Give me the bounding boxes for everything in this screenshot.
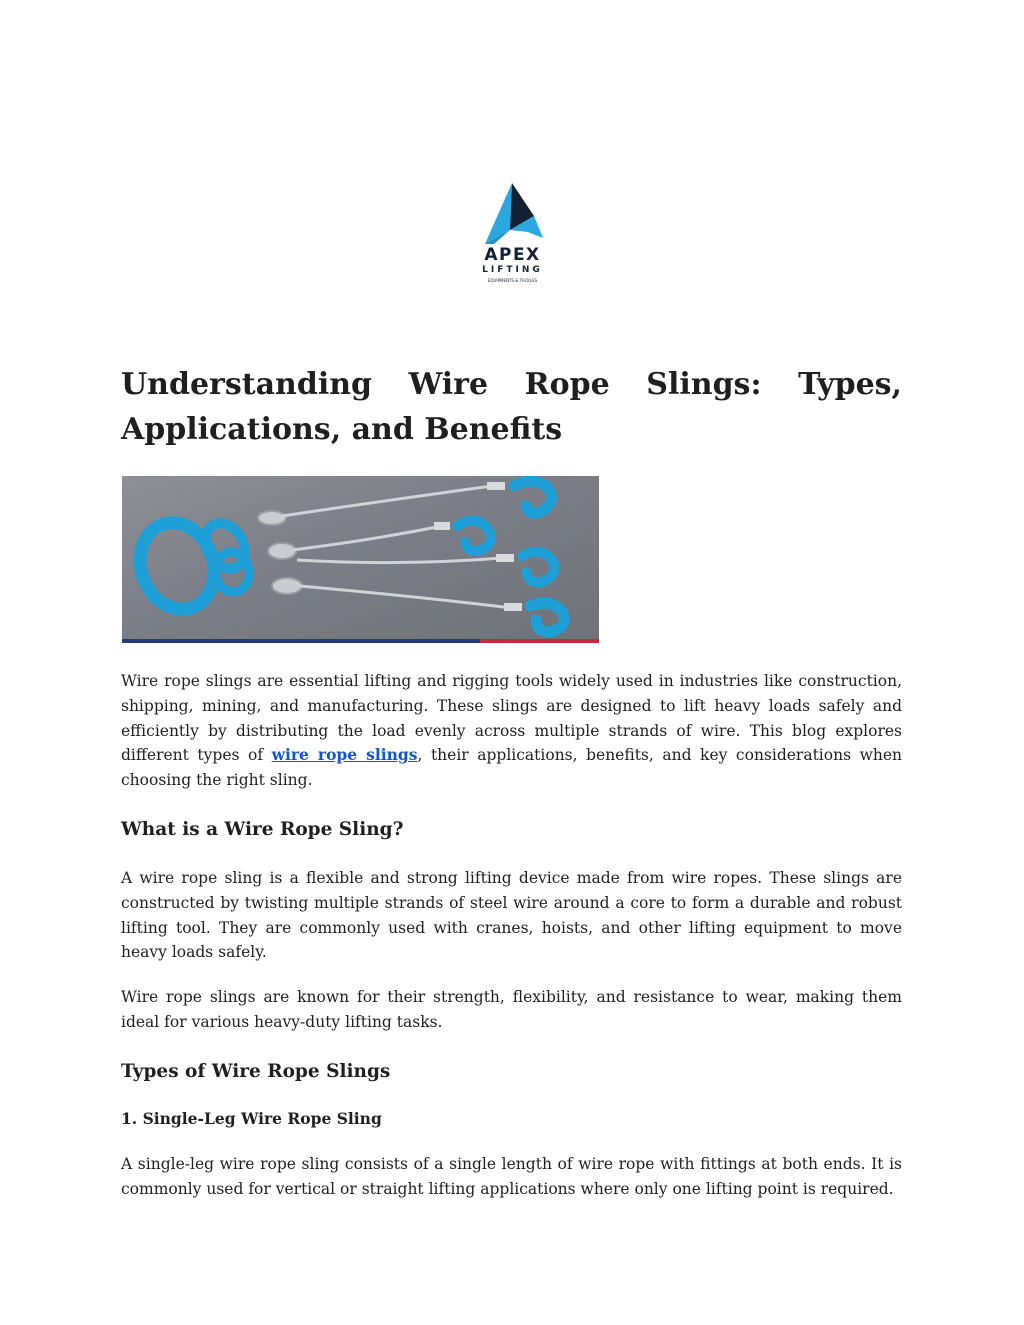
intro-text-start: Wire rope slings are essential lifting and rigging tools widely used in industries like construction, shipping, mining, and manufacturing. These slings are designed to lift heavy loads safely and efficiently by distributing the load evenly across multiple strands of wire. This blog explores different types of bbox=[121, 672, 902, 765]
section-what-is-paragraph-1: A wire rope sling is a flexible and strong lifting device made from wire ropes. These slings are constructed by twisting multiple strands of steel wire around a core to form a durable and robust lifting tool. They are commonly used with cranes, hoists, and other lifting equipment to move heavy loads safely. bbox=[121, 869, 902, 962]
intro-text-end: , their applications, benefits, and key considerations when choosing the right sling. bbox=[121, 746, 902, 790]
logo-triangle-icon bbox=[470, 180, 555, 250]
single-leg-paragraph: A single-leg wire rope sling consists of a single length of wire rope with fittings at both ends. It is commonly used for vertical or straight lifting applications where only one lifting point is required. bbox=[121, 1155, 902, 1198]
sling-illustration bbox=[122, 476, 599, 639]
section-what-is-paragraph-2: Wire rope slings are known for their strength, flexibility, and resistance to wear, making them ideal for various heavy-duty lifting tasks. bbox=[121, 988, 902, 1031]
logo-tagline: EQUIPMENTS & TACKLES bbox=[487, 278, 538, 283]
section-heading-types: Types of Wire Rope Slings bbox=[121, 1061, 391, 1082]
wire-rope-slings-link[interactable]: wire rope slings bbox=[271, 745, 418, 765]
page-title: Understanding Wire Rope Slings: Types, Applications, and Benefits bbox=[121, 367, 902, 447]
photo-color-stripe bbox=[122, 639, 599, 643]
logo-subtitle: LIFTING bbox=[482, 265, 543, 275]
subheading-single-leg: 1. Single-Leg Wire Rope Sling bbox=[121, 1109, 382, 1128]
apex-lifting-logo bbox=[470, 180, 555, 290]
logo-wordmark: APEX bbox=[484, 245, 541, 265]
wire-rope-sling-photo bbox=[122, 476, 599, 643]
section-heading-what-is: What is a Wire Rope Sling? bbox=[121, 819, 404, 840]
intro-paragraph bbox=[121, 669, 902, 793]
